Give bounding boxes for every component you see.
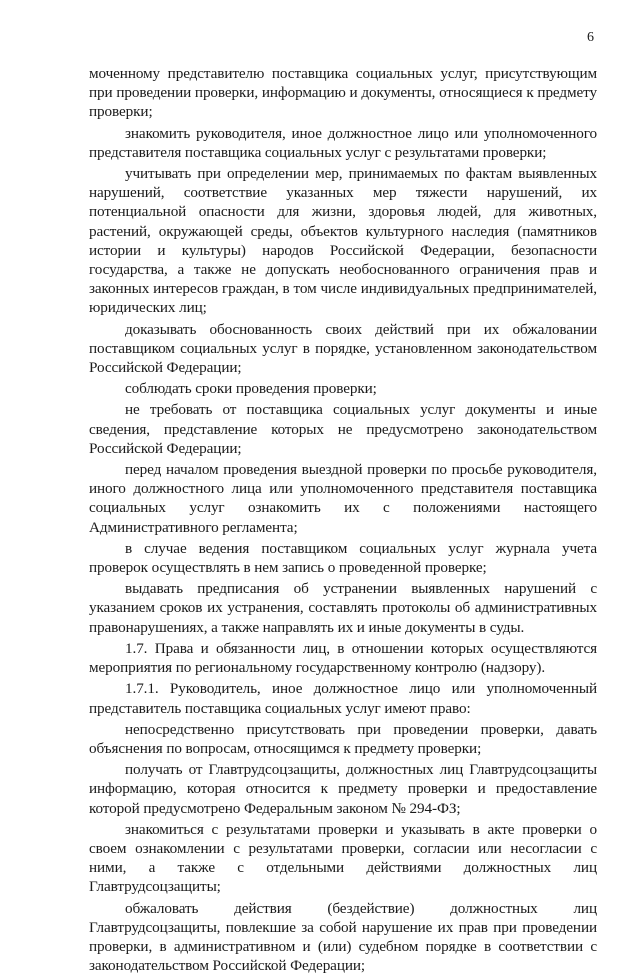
document-body	[89, 64, 597, 977]
paragraph: перед началом проведения выездной проверки по просьбе руководителя, иного должностного лица или уполномоченного представителя поставщика социальных услуг ознакомить их с положениями настоящего Административного регламента;	[89, 461, 597, 536]
paragraph: получать от Главтрудсоцзащиты, должностных лиц Главтрудсоцзащиты информацию, которая относится к предмету проверки и предоставление которой предусмотрено Федеральным законом № 294-ФЗ;	[89, 761, 597, 817]
paragraph: обжаловать действия (бездействие) должностных лиц Главтрудсоцзащиты, повлекшие за собой нарушение их прав при проведении проверки, в административном и (или) судебном порядке в соответствии с законодательством Российской Федерации;	[89, 899, 597, 975]
paragraph: моченному представителю поставщика социальных услуг, присутствующим при проведении проверки, информацию и документы, относящиеся к предмету проверки;	[89, 65, 597, 121]
paragraph: в случае ведения поставщиком социальных услуг журнала учета проверок осуществлять в нем запись о проведенной проверке;	[89, 539, 597, 577]
paragraph: доказывать обоснованность своих действий при их обжаловании поставщиком социальных услуг в порядке, установленном законодательством Российской Федерации;	[89, 320, 597, 377]
paragraph: непосредственно присутствовать при проведении проверки, давать объяснения по вопросам, относящимся к предмету проверки;	[89, 720, 597, 757]
paragraph: соблюдать сроки проведения проверки;	[125, 380, 377, 398]
paragraph: учитывать при определении мер, принимаемых по фактам выявленных нарушений, соответствие указанных мер тяжести нарушений, их потенциальной опасности для жизни, здоровья людей, для животных, растений, окружающей среды, объектов культурного наследия (памятников истории и культуры) народов Российской Федерации, безопасности государства, а также не допускать необоснованного ограничения прав и законных интересов граждан, в том числе индивидуальных предпринимателей, юридических лиц;	[89, 165, 597, 317]
paragraph: не требовать от поставщика социальных услуг документы и иные сведения, представление которых не предусмотрено законодательством Российской Федерации;	[89, 401, 597, 457]
paragraph: выдавать предписания об устранении выявленных нарушений с указанием сроков их устранения, составлять протоколы об административных правонарушениях, а также направлять их и иные документы в суды.	[89, 580, 597, 636]
paragraph: 1.7.1. Руководитель, иное должностное лицо или уполномоченный представитель поставщика социальных услуг имеют право:	[89, 680, 597, 717]
paragraph: знакомить руководителя, иное должностное лицо или уполномоченного представителя поставщика социальных услуг с результатами проверки;	[89, 124, 597, 161]
paragraph: 1.7. Права и обязанности лиц, в отношении которых осуществляются мероприятия по региональному государственному контролю (надзору).	[89, 639, 597, 677]
paragraph: знакомиться с результатами проверки и указывать в акте проверки о своем ознакомлении с результатами проверки, согласии или несогласии с ними, а также с отдельными действиями должностных лиц Главтрудсоцзащиты;	[89, 820, 597, 896]
page-number: 6	[587, 30, 594, 45]
